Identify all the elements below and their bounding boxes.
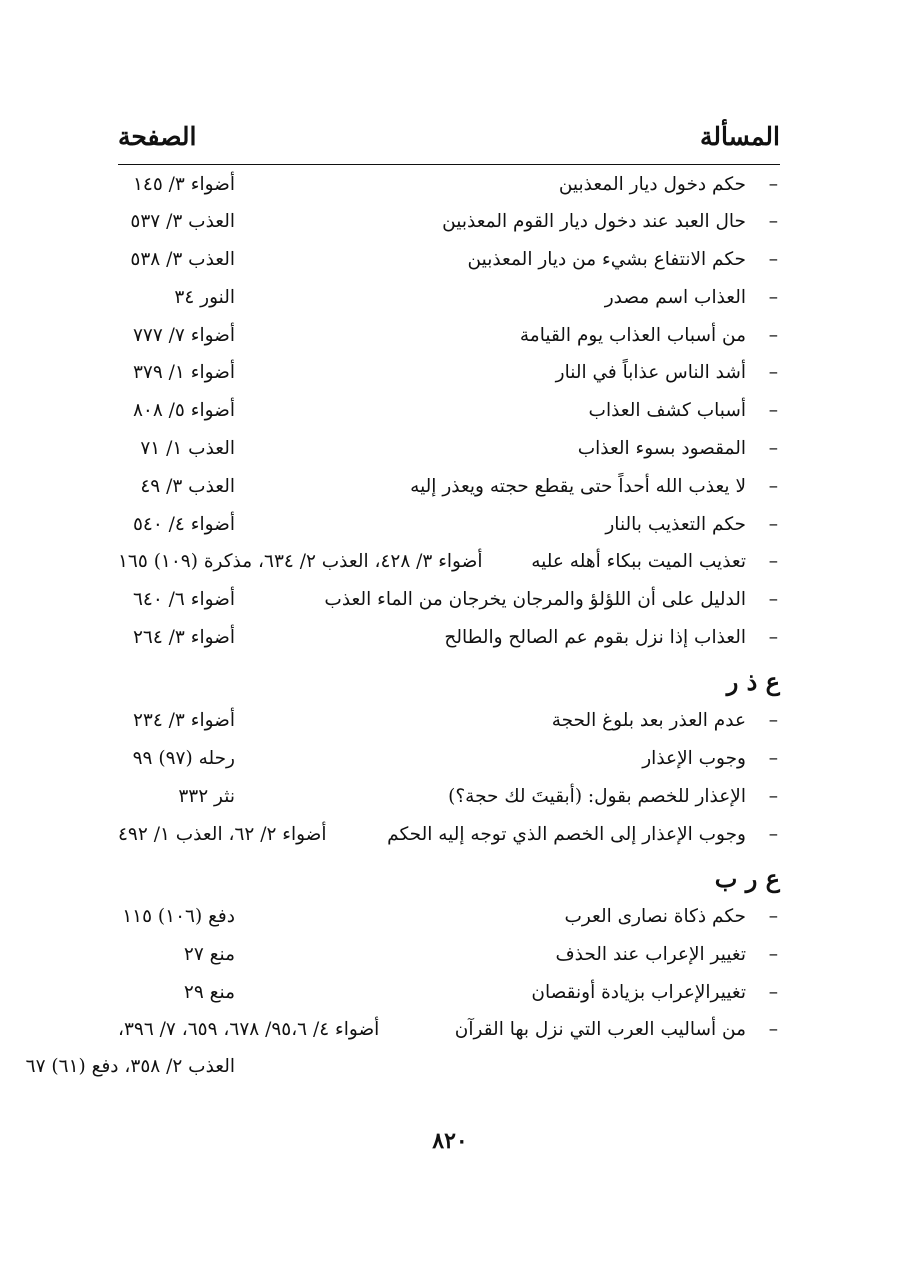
entry-reference: منع ٢٩ (183, 982, 235, 1003)
entry-topic: حال العبد عند دخول ديار القوم المعذبين (442, 211, 746, 232)
entry-dash: – (768, 627, 778, 648)
index-entry (118, 471, 780, 503)
index-entry (118, 282, 780, 314)
entry-topic: المقصود بسوء العذاب (577, 438, 746, 459)
entry-reference: أضواء ٥/ ٨٠٨ (132, 400, 235, 421)
entry-topic: تغيير الإعراب عند الحذف (555, 944, 746, 965)
entry-dash: – (768, 476, 778, 497)
entry-topic: وجوب الإعذار إلى الخصم الذي توجه إليه الحكم (387, 824, 746, 845)
topic-column-heading: المسألة (700, 122, 780, 151)
index-entry (118, 977, 780, 1009)
entry-reference: أضواء ٣/ ٤٢٨، العذب ٢/ ٦٣٤، مذكرة (١٠٩) ١٦٥ (118, 551, 483, 572)
entry-dash: – (768, 589, 778, 610)
entry-reference: النور ٣٤ (174, 287, 235, 308)
entry-reference: العذب ٣/ ٥٣٨ (130, 249, 235, 270)
entry-dash: – (768, 906, 778, 927)
index-entry (118, 1014, 780, 1046)
index-entry (118, 546, 780, 578)
entry-dash: – (768, 982, 778, 1003)
index-entry (118, 357, 780, 389)
entry-reference: أضواء ٦/ ٦٤٠ (132, 589, 235, 610)
entry-continuation (25, 1051, 780, 1083)
index-entry (118, 395, 780, 427)
entry-reference: أضواء ٣/ ١٤٥ (132, 174, 235, 195)
index-entry (118, 320, 780, 352)
entry-topic: أسباب كشف العذاب (588, 400, 746, 421)
entry-reference: نثر ٣٣٢ (178, 786, 235, 807)
entry-topic: الإعذار للخصم بقول: (أبقيتَ لك حجة؟) (448, 786, 746, 807)
entry-topic: حكم دخول ديار المعذبين (558, 174, 746, 195)
column-header (118, 122, 780, 162)
index-entry (118, 705, 780, 737)
entry-dash: – (768, 786, 778, 807)
entry-reference: أضواء ٤/ ٩٥،٦/ ٦٧٨، ٦٥٩، ٧/ ٣٩٦، (118, 1019, 380, 1040)
entry-topic: أشد الناس عذاباً في النار (555, 362, 746, 383)
entry-reference: أضواء ٢/ ٦٢، العذب ١/ ٤٩٢ (118, 824, 327, 845)
entry-reference: العذب ٣/ ٤٩ (140, 476, 235, 497)
continuation-reference: العذب ٢/ ٣٥٨، دفع (٦١) ٦٧ (25, 1056, 235, 1077)
section-heading-arab: ع ر ب (714, 864, 780, 893)
index-entry (118, 169, 780, 201)
entry-reference: منع ٢٧ (183, 944, 235, 965)
index-entry (118, 206, 780, 238)
index-entry (118, 901, 780, 933)
header-divider (118, 164, 780, 165)
index-entry (118, 244, 780, 276)
entry-reference: دفع (١٠٦) ١١٥ (122, 906, 235, 927)
index-entry (118, 743, 780, 775)
entry-dash: – (768, 362, 778, 383)
entry-dash: – (768, 438, 778, 459)
entry-dash: – (768, 249, 778, 270)
entry-dash: – (768, 514, 778, 535)
index-entry (118, 781, 780, 813)
index-entry (118, 622, 780, 654)
entry-reference: أضواء ٣/ ٢٣٤ (132, 710, 235, 731)
entry-dash: – (768, 211, 778, 232)
entry-topic: وجوب الإعذار (642, 748, 746, 769)
entry-dash: – (768, 400, 778, 421)
entry-topic: من أساليب العرب التي نزل بها القرآن (454, 1019, 746, 1040)
entry-topic: حكم ذكاة نصارى العرب (564, 906, 746, 927)
entry-topic: العذاب إذا نزل بقوم عم الصالح والطالح (444, 627, 746, 648)
entry-reference: أضواء ١/ ٣٧٩ (132, 362, 235, 383)
entry-dash: – (768, 325, 778, 346)
index-entry (118, 509, 780, 541)
entry-reference: العذب ١/ ٧١ (140, 438, 235, 459)
index-entry (118, 433, 780, 465)
entry-topic: تغييرالإعراب بزيادة أونقصان (531, 982, 746, 1003)
entry-dash: – (768, 1019, 778, 1040)
entry-reference: رحله (٩٧) ٩٩ (132, 748, 235, 769)
entry-dash: – (768, 748, 778, 769)
section-heading-udhr: ع ذ ر (726, 667, 780, 696)
entry-topic: من أسباب العذاب يوم القيامة (519, 325, 746, 346)
index-entry (118, 819, 780, 851)
entry-reference: أضواء ٤/ ٥٤٠ (132, 514, 235, 535)
entry-topic: حكم التعذيب بالنار (605, 514, 746, 535)
entry-reference: أضواء ٣/ ٢٦٤ (132, 627, 235, 648)
index-entry (118, 939, 780, 971)
entry-dash: – (768, 287, 778, 308)
entry-topic: حكم الانتفاع بشيء من ديار المعذبين (467, 249, 746, 270)
entry-topic: لا يعذب الله أحداً حتى يقطع حجته ويعذر إليه (410, 476, 746, 497)
entry-dash: – (768, 824, 778, 845)
entry-dash: – (768, 174, 778, 195)
entry-topic: عدم العذر بعد بلوغ الحجة (551, 710, 746, 731)
entry-dash: – (768, 710, 778, 731)
entry-topic: تعذيب الميت ببكاء أهله عليه (531, 551, 746, 572)
page-column-heading: الصفحة (118, 122, 197, 151)
entry-topic: الدليل على أن اللؤلؤ والمرجان يخرجان من الماء العذب (324, 589, 746, 610)
entry-reference: العذب ٣/ ٥٣٧ (130, 211, 235, 232)
entry-dash: – (768, 944, 778, 965)
entry-dash: – (768, 551, 778, 572)
page-number: ٨٢٠ (432, 1128, 468, 1154)
entry-topic: العذاب اسم مصدر (604, 287, 746, 308)
entry-reference: أضواء ٧/ ٧٧٧ (132, 325, 235, 346)
index-entry (118, 584, 780, 616)
